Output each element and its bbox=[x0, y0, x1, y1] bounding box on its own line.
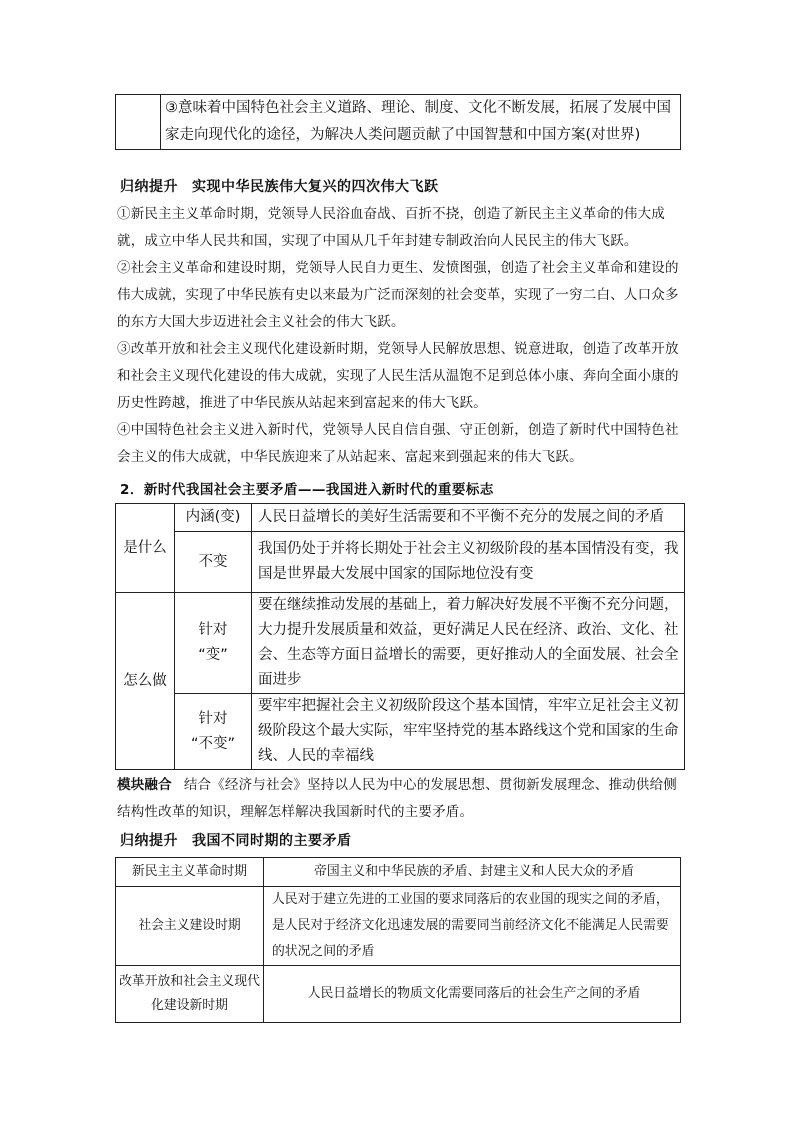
label-target-no-change bbox=[175, 694, 252, 770]
label-no-change: 不变 bbox=[175, 532, 252, 593]
paragraph-new-era: ④中国特色社会主义进入新时代，党领导人民自信自强、守正创新，创造了新时代中国特色社会主义的伟大成就，中华民族迎来了从站起来、富起来到强起来的伟大飞跃。 bbox=[117, 422, 679, 465]
heading-label: 归纳提升 bbox=[120, 833, 178, 849]
table-row bbox=[116, 966, 681, 1023]
contradiction-cell: 人民日益增长的物质文化需要同落后的社会生产之间的矛盾 bbox=[264, 966, 681, 1023]
label-target-change-line2: “变” bbox=[198, 647, 228, 663]
row-header-how: 怎么做 bbox=[116, 593, 175, 770]
contradiction-cell: 帝国主义和中华民族的矛盾、封建主义和人民大众的矛盾 bbox=[264, 858, 681, 887]
table-row bbox=[116, 504, 685, 532]
row-header-what: 是什么 bbox=[116, 504, 175, 593]
section-heading-four-leaps bbox=[120, 176, 439, 196]
period-cell: 社会主义建设时期 bbox=[116, 887, 264, 966]
label-target-change bbox=[175, 593, 252, 694]
text-change: 人民日益增长的美好生活需要和不平衡不充分的发展之间的矛盾 bbox=[252, 504, 685, 532]
contradiction-cell: 人民对于建立先进的工业国的要求同落后的农业国的现实之间的矛盾，是人民对于经济文化迅速发展的需要同当前经济文化不能满足人民需要的状况之间的矛盾 bbox=[264, 887, 681, 966]
continuation-table bbox=[115, 94, 681, 150]
heading-title: 实现中华民族伟大复兴的四次伟大飞跃 bbox=[192, 179, 439, 195]
label-target-no-change-line1: 针对 bbox=[198, 710, 228, 727]
paragraph-socialist-construction: ②社会主义革命和建设时期，党领导人民自力更生、发愤图强，创造了社会主义革命和建设的伟大成就，实现了中华民族有史以来最为广泛而深刻的社会变革，实现了一穷二白、人口众多的东方大国大步迈进社会主义社会的伟大飞跃。 bbox=[117, 260, 679, 330]
table-cell-empty bbox=[116, 95, 161, 150]
label-target-change-line1: 针对 bbox=[198, 622, 228, 638]
contradictions-table bbox=[115, 857, 681, 1023]
paragraph-reform-opening: ③改革开放和社会主义现代化建设新时期，党领导人民解放思想、锐意进取，创造了改革开放和社会主义现代化建设的伟大成就，实现了人民生活从温饱不足到总体小康、奔向全面小康的历史性跨越，推进了中华民族从站起来到富起来的伟大飞跃。 bbox=[117, 341, 679, 411]
table-row bbox=[116, 95, 681, 150]
table-row bbox=[116, 532, 685, 593]
table-row bbox=[116, 593, 685, 694]
table-row bbox=[116, 887, 681, 966]
module-label: 模块融合 bbox=[117, 777, 172, 793]
text-target-no-change: 要牢牢把握社会主义初级阶段这个基本国情，牢牢立足社会主义初级阶段这个最大实际，牢牢坚持党的基本路线这个党和国家的生命线、人民的幸福线 bbox=[252, 694, 685, 770]
text-target-change: 要在继续推动发展的基础上，着力解决好发展不平衡不充分问题，大力提升发展质量和效益，更好满足人民在经济、政治、文化、社会、生态等方面日益增长的需要，更好推动人的全面发展、社会全面进步 bbox=[252, 593, 685, 694]
label-change: 内涵(变) bbox=[175, 504, 252, 532]
section-title-main-contradiction: 2．新时代我国社会主要矛盾——我国进入新时代的重要标志 bbox=[120, 482, 494, 498]
main-contradiction-table bbox=[115, 503, 685, 770]
module-text: 结合《经济与社会》坚持以人民为中心的发展思想、贯彻新发展理念、推动供给侧结构性改革的知识，理解怎样解决我国新时代的主要矛盾。 bbox=[117, 777, 678, 820]
label-target-no-change-line2: “不变” bbox=[190, 735, 236, 752]
table-row bbox=[116, 858, 681, 887]
table-cell-text: ③意味着中国特色社会主义道路、理论、制度、文化不断发展，拓展了发展中国家走向现代化的途径，为解决人类问题贡献了中国智慧和中国方案(对世界) bbox=[161, 95, 681, 150]
module-integration-paragraph bbox=[117, 772, 687, 826]
table-row bbox=[116, 694, 685, 770]
text-no-change: 我国仍处于并将长期处于社会主义初级阶段的基本国情没有变，我国是世界最大发展中国家的国际地位没有变 bbox=[252, 532, 685, 593]
period-cell: 改革开放和社会主义现代化建设新时期 bbox=[116, 966, 264, 1023]
period-cell: 新民主主义革命时期 bbox=[116, 858, 264, 887]
heading-title: 我国不同时期的主要矛盾 bbox=[192, 833, 352, 849]
paragraph-new-democratic: ①新民主主义革命时期，党领导人民浴血奋战、百折不挠，创造了新民主主义革命的伟大成就，成立中华人民共和国，实现了中国从几千年封建专制政治向人民民主的伟大飞跃。 bbox=[117, 206, 665, 249]
section-heading-contradictions bbox=[120, 830, 352, 850]
heading-label: 归纳提升 bbox=[120, 179, 178, 195]
